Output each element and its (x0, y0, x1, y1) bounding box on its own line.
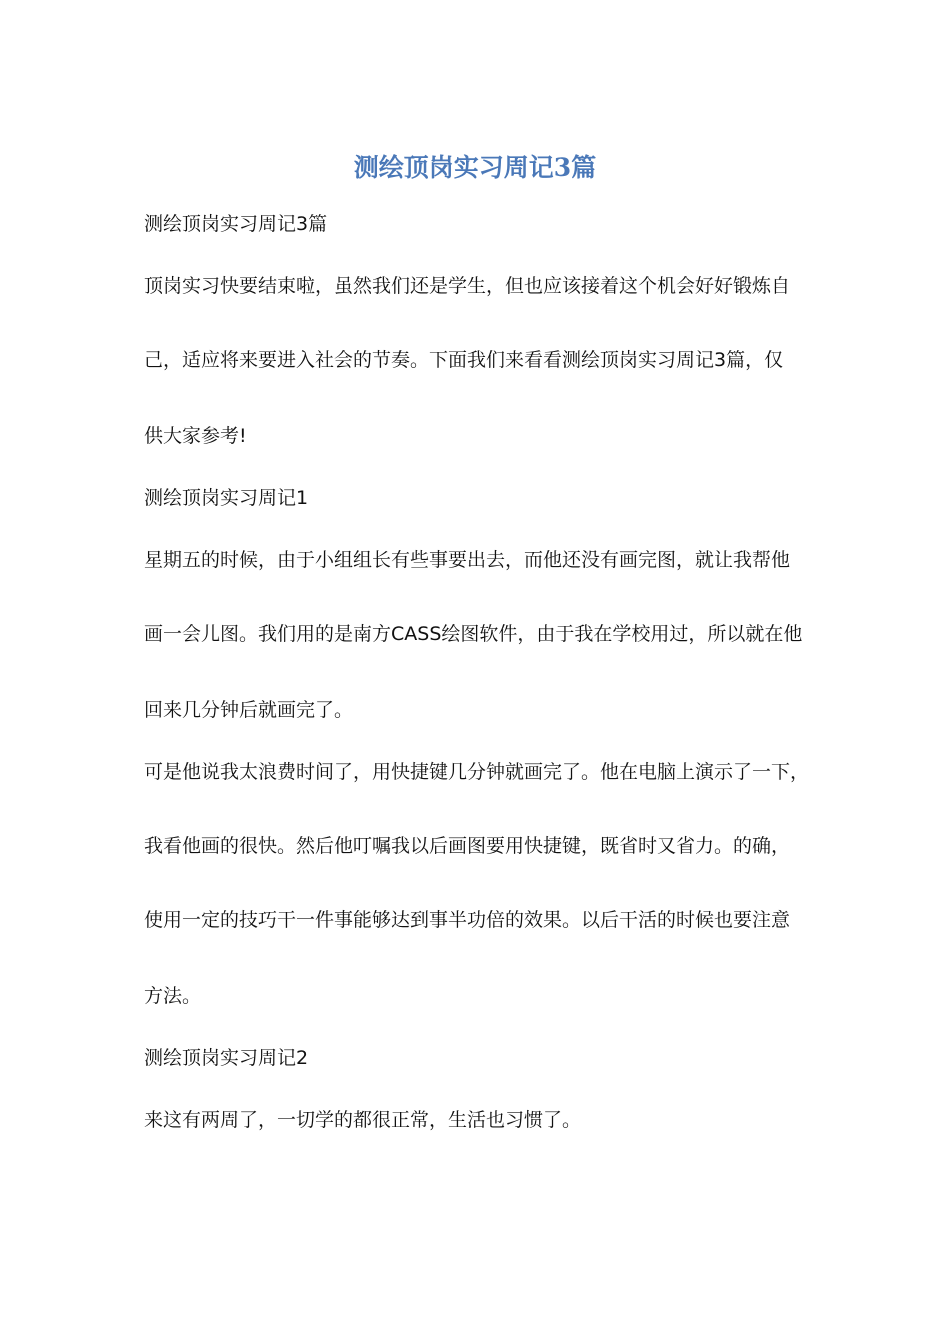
paragraph-line: 回来几分钟后就画完了。 (144, 699, 354, 721)
paragraph-line: 己，适应将来要进入社会的节奏。下面我们来看看测绘顶岗实习周记3篇，仅 (144, 349, 784, 371)
paragraph-line: 来这有两周了，一切学的都很正常，生活也习惯了。 (144, 1109, 582, 1131)
subtitle-line: 测绘顶岗实习周记3篇 (144, 213, 328, 235)
paragraph-line: 供大家参考! (144, 425, 247, 447)
document-title: 测绘顶岗实习周记3篇 (353, 153, 597, 182)
section-heading: 测绘顶岗实习周记1 (144, 487, 309, 509)
paragraph-line: 我看他画的很快。然后他叮嘱我以后画图要用快捷键，既省时又省力。的确， (144, 835, 791, 857)
paragraph-line: 可是他说我太浪费时间了，用快捷键几分钟就画完了。他在电脑上演示了一下， (144, 761, 810, 783)
paragraph-line: 顶岗实习快要结束啦，虽然我们还是学生，但也应该接着这个机会好好锻炼自 (144, 275, 791, 297)
paragraph-line: 使用一定的技巧干一件事能够达到事半功倍的效果。以后干活的时候也要注意 (144, 909, 791, 931)
paragraph-line: 星期五的时候，由于小组组长有些事要出去，而他还没有画完图，就让我帮他 (144, 549, 791, 571)
paragraph-line: 方法。 (144, 985, 202, 1007)
paragraph-line: 画一会儿图。我们用的是南方CASS绘图软件，由于我在学校用过，所以就在他 (144, 623, 803, 645)
section-heading: 测绘顶岗实习周记2 (144, 1047, 309, 1069)
